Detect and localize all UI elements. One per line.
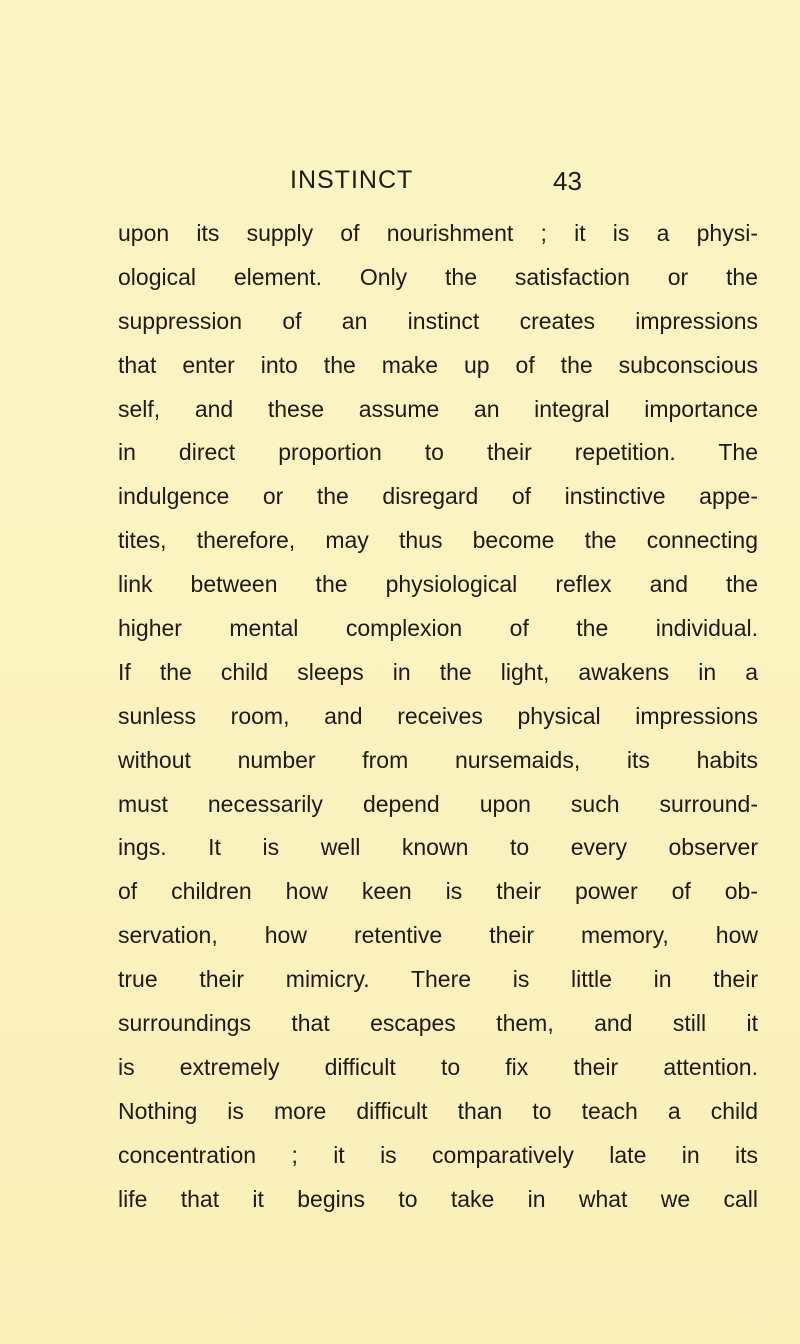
text-line: must necessarily depend upon such surround- bbox=[118, 790, 758, 817]
body-text bbox=[118, 212, 758, 1221]
text-line: concentration ; it is comparatively late in its bbox=[118, 1141, 758, 1168]
text-line: of children how keen is their power of ob- bbox=[118, 878, 758, 905]
text-line: life that it begins to take in what we call bbox=[118, 1185, 758, 1212]
text-line: tites, therefore, may thus become the connecting bbox=[118, 527, 758, 554]
text-line: without number from nursemaids, its habits bbox=[118, 746, 758, 773]
text-line: true their mimicry. There is little in their bbox=[118, 966, 758, 993]
text-line: ings. It is well known to every observer bbox=[118, 834, 758, 861]
text-line: upon its supply of nourishment ; it is a physi- bbox=[118, 220, 758, 246]
text-line: If the child sleeps in the light, awakens in a bbox=[118, 658, 758, 685]
text-line: is extremely difficult to fix their attention. bbox=[118, 1053, 758, 1080]
text-line: in direct proportion to their repetition. The bbox=[118, 439, 758, 466]
text-line: link between the physiological reflex and the bbox=[118, 571, 758, 598]
text-line: surroundings that escapes them, and still it bbox=[118, 1010, 758, 1037]
text-line: suppression of an instinct creates impressions bbox=[118, 307, 758, 334]
text-line: indulgence or the disregard of instinctive appe- bbox=[118, 483, 758, 510]
text-line: sunless room, and receives physical impressions bbox=[118, 702, 758, 729]
text-line: servation, how retentive their memory, how bbox=[118, 922, 758, 949]
text-line: Nothing is more difficult than to teach a child bbox=[118, 1097, 758, 1124]
text-line: ological element. Only the satisfaction or the bbox=[118, 263, 758, 290]
text-line: that enter into the make up of the subconscious bbox=[118, 351, 758, 378]
running-title: INSTINCT bbox=[290, 166, 414, 194]
text-line: self, and these assume an integral importance bbox=[118, 395, 758, 422]
page-number: 43 bbox=[553, 166, 582, 196]
text-line: higher mental complexion of the individual. bbox=[118, 615, 758, 642]
running-head bbox=[0, 166, 800, 206]
